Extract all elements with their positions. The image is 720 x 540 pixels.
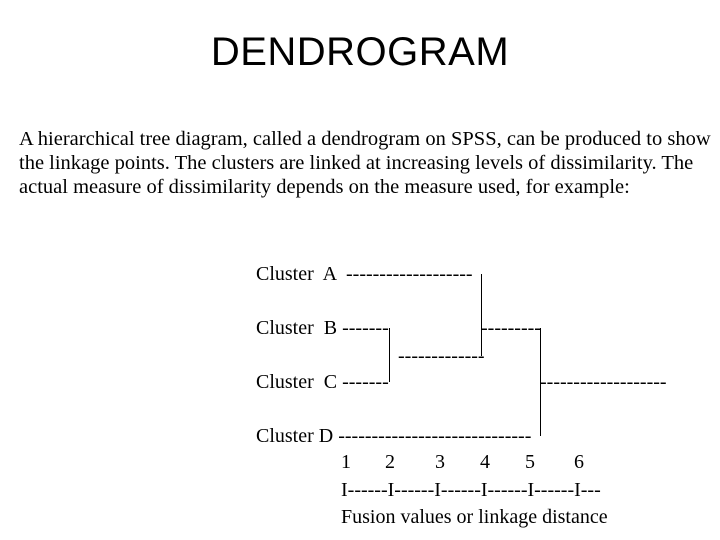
- dendrogram-diagram: [256, 258, 676, 538]
- scale-number: 5: [525, 451, 535, 473]
- cluster-b-row: Cluster B -------: [256, 317, 389, 339]
- paragraph-line: the linkage points. The clusters are linked at increasing levels of dissimilarity. The: [19, 152, 694, 174]
- merge-bc-connector: [389, 328, 390, 382]
- merge-bc-line: -------------: [398, 345, 485, 367]
- scale-number: 6: [574, 451, 584, 473]
- scale-number: 3: [435, 451, 445, 473]
- scale-caption: Fusion values or linkage distance: [341, 506, 608, 528]
- cluster-c-row: Cluster C -------: [256, 371, 389, 393]
- root-line: -------------------: [540, 371, 667, 393]
- slide-title: DENDROGRAM: [210, 30, 510, 74]
- scale-ticks: I------I------I------I------I------I---: [341, 479, 601, 501]
- scale-number: 1: [341, 451, 351, 473]
- scale-number: 4: [480, 451, 490, 473]
- body-paragraph: [19, 127, 709, 199]
- paragraph-line: actual measure of dissimilarity depends on the measure used, for example:: [19, 176, 630, 198]
- merge-abc-connector: [481, 274, 482, 356]
- cluster-d-row: Cluster D -----------------------------: [256, 425, 532, 447]
- merge-abc-line: ---------: [481, 317, 541, 339]
- scale-number: 2: [385, 451, 395, 473]
- cluster-a-row: Cluster A -------------------: [256, 263, 473, 285]
- paragraph-line: A hierarchical tree diagram, called a dendrogram on SPSS, can be produced to show: [19, 128, 711, 150]
